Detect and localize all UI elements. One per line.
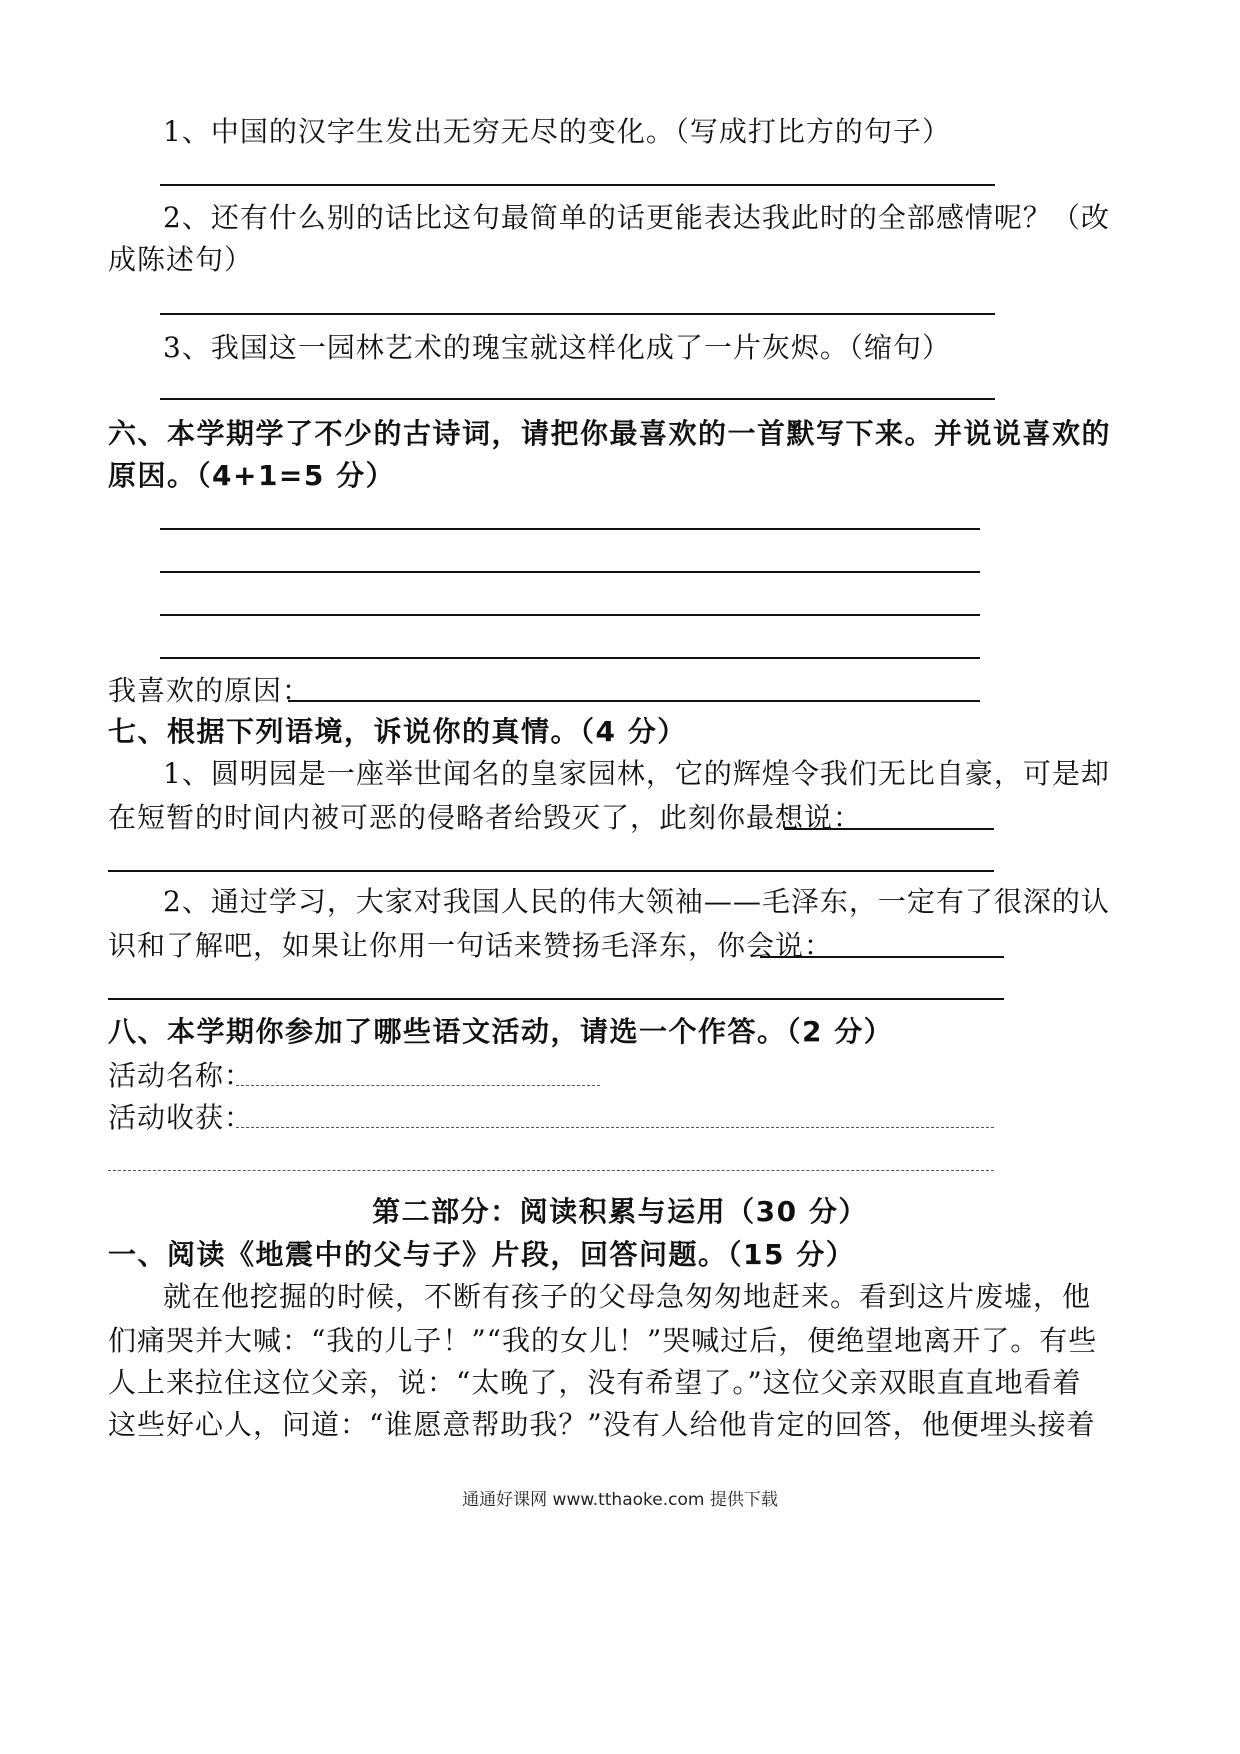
reason-label: 我喜欢的原因： <box>108 674 312 707</box>
answer-line[interactable] <box>160 313 995 315</box>
q7-item-2-line2: 识和了解吧，如果让你用一句话来赞扬毛泽东，你会说： <box>108 929 834 962</box>
answer-line[interactable] <box>160 398 995 400</box>
passage-line: 人上来拉住这位父亲，说：“太晚了，没有希望了。”这位父亲双眼直直地看着 <box>108 1366 1082 1399</box>
q5-item-3: 3、我国这一园林艺术的瑰宝就这样化成了一片灰烬。（缩句） <box>163 331 951 364</box>
q7-item-1-line1: 1、圆明园是一座举世闻名的皇家园林，它的辉煌令我们无比自豪，可是却 <box>163 757 1110 790</box>
q5-item-1: 1、中国的汉字生发出无穷无尽的变化。（写成打比方的句子） <box>163 115 951 148</box>
passage-line: 这些好心人，问道：“谁愿意帮助我？”没有人给他肯定的回答，他便埋头接着 <box>108 1408 1096 1441</box>
answer-line[interactable] <box>108 998 1004 1000</box>
answer-line[interactable] <box>160 184 995 186</box>
activity-name-line[interactable] <box>236 1085 600 1086</box>
passage-line: 就在他挖掘的时候，不断有孩子的父母急匆匆地赶来。看到这片废墟，他 <box>163 1280 1092 1313</box>
part2-q1-title: 一、阅读《地震中的父与子》片段，回答问题。（15 分） <box>108 1238 856 1271</box>
q7-item-2-line1: 2、通过学习，大家对我国人民的伟大领袖——毛泽东，一定有了很深的认 <box>163 885 1110 918</box>
poem-line[interactable] <box>160 528 980 530</box>
activity-gain-line[interactable] <box>236 1127 994 1128</box>
q7-item-1-line2: 在短暂的时间内被可恶的侵略者给毁灭了，此刻你最想说： <box>108 801 863 834</box>
part2-heading: 第二部分：阅读积累与运用（30 分） <box>372 1195 868 1228</box>
poem-line[interactable] <box>160 614 980 616</box>
activity-gain-line-2[interactable] <box>108 1170 994 1171</box>
q8-title: 八、本学期你参加了哪些语文活动，请选一个作答。（2 分） <box>108 1015 894 1048</box>
activity-gain-label: 活动收获： <box>108 1101 254 1134</box>
poem-line[interactable] <box>160 657 980 659</box>
q5-item-2-line2: 成陈述句） <box>108 243 254 276</box>
q7-title: 七、根据下列语境，诉说你的真情。（4 分） <box>108 715 687 748</box>
activity-name-label: 活动名称： <box>108 1059 254 1092</box>
answer-line[interactable] <box>784 828 994 830</box>
footer-watermark: 通通好课网 www.tthaoke.com 提供下载 <box>462 1490 778 1510</box>
answer-line[interactable] <box>108 870 994 872</box>
passage-line: 们痛哭并大喊：“我的儿子！”“我的女儿！”哭喊过后，便绝望地离开了。有些 <box>108 1324 1098 1357</box>
poem-line[interactable] <box>160 571 980 573</box>
reason-answer-line[interactable] <box>288 700 980 702</box>
answer-line[interactable] <box>760 956 1004 958</box>
q6-title-line2: 原因。（4+1=5 分） <box>108 459 396 492</box>
q6-title-line1: 六、本学期学了不少的古诗词，请把你最喜欢的一首默写下来。并说说喜欢的 <box>108 417 1112 450</box>
q5-item-2-line1: 2、还有什么别的话比这句最简单的话更能表达我此时的全部感情呢？（改 <box>163 201 1110 234</box>
